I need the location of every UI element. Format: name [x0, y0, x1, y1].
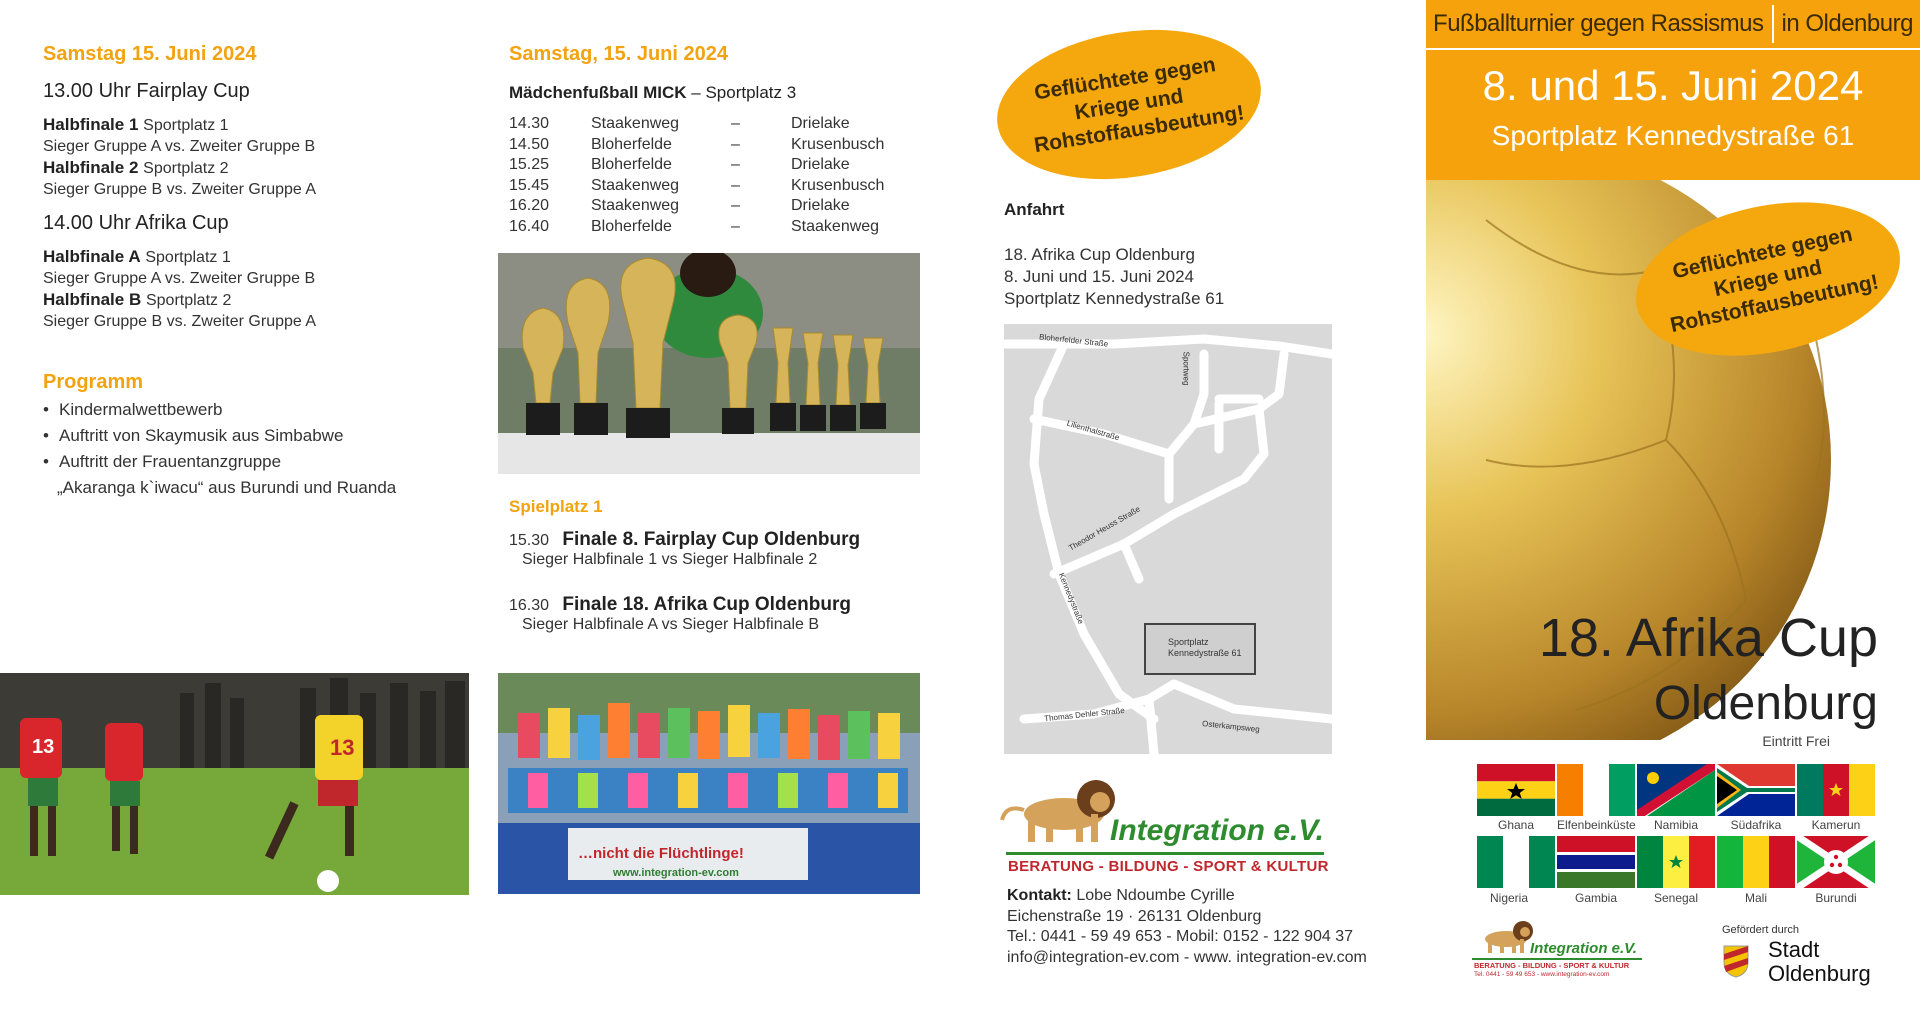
- semi-row: Halbfinale 2 Sportplatz 2: [43, 158, 229, 177]
- contact-block: Kontakt: Lobe Ndoumbe Cyrille Eichenstraße 19 · 26131 Oldenburg Tel.: 0441 - 59 49 653 - Mobil: 0152 - 122 904 37 info@integration-ev.com - www. integration-ev.com: [1007, 887, 1367, 966]
- schedule-dash: –: [731, 135, 740, 153]
- flag-caption: Gambia: [1574, 891, 1618, 905]
- schedule-dash: –: [731, 197, 740, 215]
- small-logo-contact: Tel. 0441 - 59 49 653 - www.integration-ev.com: [1474, 971, 1610, 978]
- mali-flag: [1717, 836, 1795, 888]
- burundi-flag: [1797, 836, 1875, 888]
- semi-match: Sieger Gruppe B vs. Zweiter Gruppe A: [43, 181, 317, 198]
- logo-name: Integration e.V.: [1110, 814, 1324, 847]
- ghana-flag: [1477, 764, 1555, 816]
- slogan-oval: Geflüchtete gegen Kriege und Rohstoffausbeutung!: [986, 12, 1271, 197]
- schedule-home: Bloherfelde: [591, 135, 672, 153]
- namibia-flag: [1637, 764, 1715, 816]
- semi-row: Halbfinale B Sportplatz 2: [43, 290, 232, 309]
- schedule-time: 16.40: [509, 217, 550, 235]
- cover-entry: Eintritt Frei: [1762, 733, 1830, 749]
- table-row: [509, 196, 901, 217]
- afrika-title: 14.00 Uhr Afrika Cup: [43, 212, 229, 234]
- table-row: [509, 176, 901, 197]
- final-time: 15.30: [509, 532, 550, 549]
- schedule-away: Krusenbusch: [791, 176, 885, 194]
- panel2-date-heading: Samstag, 15. Juni 2024: [509, 43, 729, 65]
- schedule-dash: –: [731, 156, 740, 174]
- semi-row: Halbfinale A Sportplatz 1: [43, 247, 231, 266]
- flag-caption: Südafrika: [1730, 818, 1782, 832]
- final-time: 16.30: [509, 597, 550, 614]
- final-match: Sieger Halbfinale A vs Sieger Halbfinale B: [522, 616, 820, 633]
- gambia-flag: [1557, 836, 1635, 888]
- banner-text: …nicht die Flüchtlinge!: [578, 845, 744, 862]
- schedule-home: Bloherfelde: [591, 156, 672, 174]
- sponsor-label: Gefördert durch: [1722, 924, 1800, 936]
- jersey-number: 13: [330, 735, 355, 760]
- jersey-number: 13: [32, 736, 55, 758]
- table-row: [509, 114, 901, 135]
- anfahrt-lines: 18. Afrika Cup Oldenburg 8. Juni und 15. Juni 2024 Sportplatz Kennedystraße 61: [1004, 245, 1225, 308]
- schedule-time: 15.25: [509, 156, 550, 174]
- schedule-away: Staakenweg: [791, 217, 880, 235]
- flag-caption: Nigeria: [1489, 891, 1528, 905]
- final-title: Finale 8. Fairplay Cup Oldenburg: [562, 529, 861, 550]
- schedule-time: 14.50: [509, 135, 550, 153]
- schedule-dash: –: [731, 115, 740, 133]
- final-1: [509, 529, 860, 569]
- stadt-oldenburg-logo: [1722, 924, 1882, 994]
- nigeria-flag: [1477, 836, 1555, 888]
- map-label: Lilienthalstraße: [1065, 418, 1121, 443]
- map-label: Sportweg: [1181, 351, 1191, 386]
- logo-divider: [1006, 852, 1324, 855]
- table-row: [509, 135, 901, 156]
- cover-slogan-oval: Geflüchtete gegen Kriege und Rohstoffausbeutung!: [1622, 180, 1914, 379]
- cover-dates: 8. und 15. Juni 2024: [1482, 62, 1864, 109]
- panel1-date-heading: Samstag 15. Juni 2024: [43, 43, 257, 65]
- schedule-away: Drielake: [791, 156, 850, 174]
- senegal-flag: [1637, 836, 1715, 888]
- lion-icon: [996, 774, 1116, 844]
- schedule-dash: –: [731, 217, 740, 235]
- ivory-coast-flag: [1557, 764, 1635, 816]
- semi-row: Halbfinale 1 Sportplatz 1: [43, 115, 229, 134]
- cover-header: [1426, 0, 1920, 180]
- table-row: [509, 155, 901, 176]
- list-item: „Akaranga k`iwacu“ aus Burundi und Ruanda: [57, 478, 397, 497]
- list-item: • Auftritt der Frauentanzgruppe: [43, 449, 396, 475]
- small-logo-tagline: BERATUNG - BILDUNG - SPORT & KULTUR: [1474, 961, 1630, 970]
- schedule-time: 14.30: [509, 115, 550, 133]
- small-integration-logo: [1470, 918, 1646, 982]
- map-label: Theodor Heuss Straße: [1067, 504, 1142, 553]
- anfahrt-heading: Anfahrt: [1004, 200, 1065, 219]
- girls-title: Mädchenfußball MICK – Sportplatz 3: [509, 83, 797, 102]
- cover-cup-city: Oldenburg: [1653, 677, 1878, 730]
- flag-caption: Ghana: [1497, 818, 1535, 832]
- venue-box-label: Sportplatz Kennedystraße 61: [1168, 637, 1242, 658]
- schedule-dash: –: [731, 176, 740, 194]
- directions-map: [1004, 324, 1332, 754]
- schedule-away: Drielake: [791, 115, 850, 133]
- schedule-home: Bloherfelde: [591, 217, 672, 235]
- semi-match: Sieger Gruppe A vs. Zweiter Gruppe B: [43, 138, 316, 155]
- map-label: Bloherfelder Straße: [1038, 332, 1109, 349]
- coat-of-arms-icon: [1722, 944, 1750, 978]
- map-label: Kennedystraße: [1056, 571, 1086, 626]
- schedule-home: Staakenweg: [591, 176, 680, 194]
- flag-caption: Kamerun: [1811, 818, 1861, 832]
- schedule-away: Drielake: [791, 197, 850, 215]
- schedule-time: 16.20: [509, 197, 550, 215]
- cover-venue: Sportplatz Kennedystraße 61: [1491, 120, 1855, 151]
- schedule-away: Krusenbusch: [791, 135, 885, 153]
- flag-caption: Burundi: [1815, 891, 1857, 905]
- sponsor-name: Stadt Oldenburg: [1768, 937, 1871, 986]
- flag-caption: Mali: [1744, 891, 1767, 905]
- lion-icon: [1472, 918, 1534, 954]
- fairplay-title: 13.00 Uhr Fairplay Cup: [43, 80, 250, 102]
- map-label: Osterkampsweg: [1201, 719, 1261, 734]
- flag-caption: Namibia: [1653, 818, 1698, 832]
- trophies-photo: [498, 253, 920, 474]
- cover-top-title: Fußballturnier gegen Rassismus in Oldenburg: [1426, 0, 1920, 50]
- south-africa-flag: [1717, 764, 1795, 816]
- girls-schedule: [509, 114, 901, 237]
- table-row: [509, 217, 901, 238]
- logo-tagline: BERATUNG - BILDUNG - SPORT & KULTUR: [1008, 858, 1329, 875]
- flag-caption: Senegal: [1653, 891, 1699, 905]
- spielplatz-heading: Spielplatz 1: [509, 497, 603, 516]
- final-2: [509, 594, 851, 634]
- schedule-home: Staakenweg: [591, 197, 680, 215]
- fairplay-semis: [43, 114, 316, 200]
- flag-caption: Elfenbeinküste: [1557, 818, 1636, 832]
- final-title: Finale 18. Afrika Cup Oldenburg: [562, 594, 851, 615]
- football-match-photo: [0, 673, 469, 895]
- list-item: • Auftritt von Skaymusik aus Simbabwe: [43, 423, 396, 449]
- schedule-time: 15.45: [509, 176, 550, 194]
- schedule-home: Staakenweg: [591, 115, 680, 133]
- programm-list: [43, 397, 396, 501]
- map-label: Thomas Dehler Straße: [1043, 705, 1126, 724]
- semi-match: Sieger Gruppe B vs. Zweiter Gruppe A: [43, 313, 317, 330]
- list-item: • Kindermalwettbewerb: [43, 397, 396, 423]
- final-match: Sieger Halbfinale 1 vs Sieger Halbfinale 2: [522, 551, 818, 568]
- afrika-semis: [43, 246, 316, 332]
- small-logo-name: Integration e.V.: [1530, 940, 1637, 957]
- girls-team-photo: [498, 673, 920, 894]
- cameroon-flag: [1797, 764, 1875, 816]
- integration-logo: [996, 774, 1336, 884]
- programm-heading: Programm: [43, 371, 144, 393]
- cover-cup-title: 18. Afrika Cup: [1538, 608, 1878, 668]
- semi-match: Sieger Gruppe A vs. Zweiter Gruppe B: [43, 270, 316, 287]
- banner-url: www.integration-ev.com: [613, 867, 739, 879]
